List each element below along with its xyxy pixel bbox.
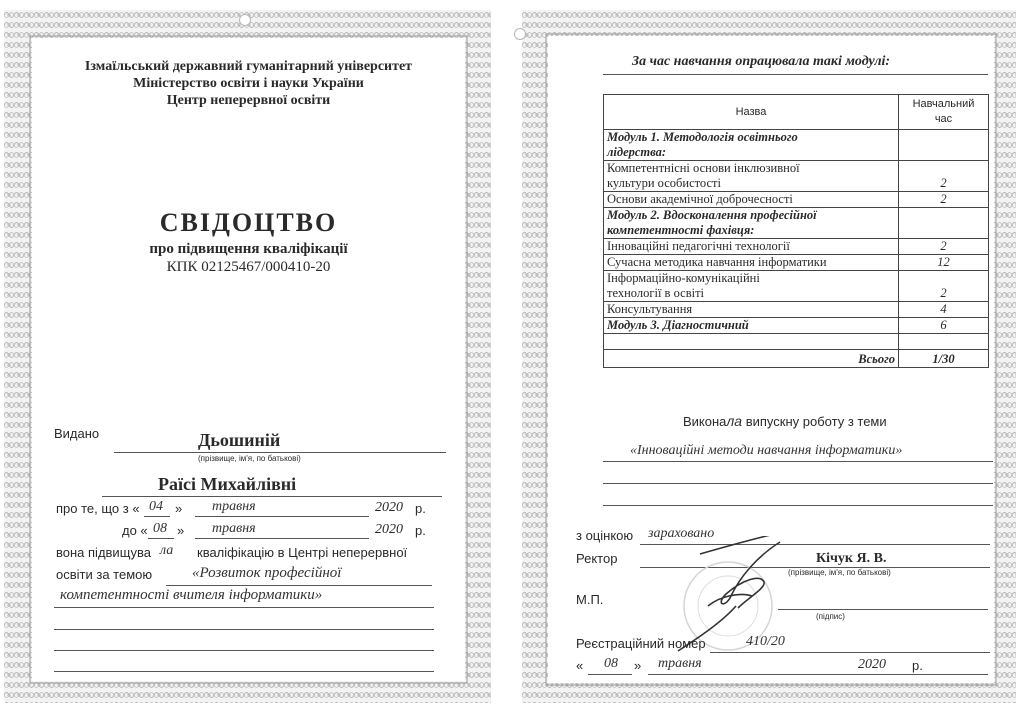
- from-quote-close: »: [175, 501, 183, 516]
- module-name-line-1: Інноваційні педагогічні технології: [607, 239, 790, 253]
- surname-line: [114, 452, 446, 453]
- certificate-code: КПК 02125467/000410-20: [166, 259, 331, 275]
- module-row: [604, 302, 989, 318]
- punch-hole: [514, 28, 526, 40]
- topic-line-1-rule: [166, 585, 432, 586]
- table-header-row: [604, 95, 989, 130]
- to-day: 08: [153, 521, 167, 536]
- given-names-line: [102, 496, 442, 497]
- reg-value: 410/20: [746, 634, 785, 649]
- issued-label: Видано: [54, 426, 100, 441]
- blank-line-1: [54, 629, 434, 630]
- thesis-ending: ла: [726, 413, 743, 429]
- from-month: травня: [212, 499, 256, 514]
- from-day: 04: [149, 499, 163, 514]
- module-row: [604, 334, 989, 350]
- date-open: «: [576, 658, 584, 673]
- to-month-line: [195, 538, 369, 539]
- date-close: »: [634, 658, 642, 673]
- topic-line-2-rule: [54, 607, 434, 608]
- to-year-suffix: р.: [415, 523, 426, 538]
- university-name: Ізмаїльський державний гуманітарний університет: [84, 59, 413, 74]
- date-day-rule: [588, 674, 632, 675]
- col-hours-header-line-2: час: [934, 113, 953, 125]
- to-label: до «: [122, 523, 148, 538]
- module-hours-cell: 2: [899, 192, 989, 208]
- thesis-rule-2: [603, 483, 993, 484]
- date-month: травня: [658, 656, 702, 671]
- module-name-cell: [604, 130, 899, 161]
- module-hours-cell: 6: [899, 318, 989, 334]
- module-row: [604, 239, 989, 255]
- date-suffix: р.: [912, 658, 923, 673]
- thesis-pre: Викона: [683, 414, 727, 429]
- to-year: 2020: [375, 522, 403, 537]
- center-name: Центр неперервної освіти: [166, 93, 331, 108]
- raised-suffix: ла: [160, 543, 174, 558]
- topic-line-2: компетентності вчителя інформатики»: [60, 587, 323, 603]
- module-row: [604, 192, 989, 208]
- blank-line-3: [54, 671, 434, 672]
- module-name-cell: [604, 239, 899, 255]
- rector-name: Кічук Я. В.: [816, 551, 887, 566]
- module-name-line-1: Модуль 2. Вдосконалення професійної: [607, 208, 817, 222]
- rector-label: Ректор: [576, 551, 618, 566]
- sign-hint: (підпис): [816, 612, 845, 621]
- col-hours-header: [899, 95, 989, 130]
- topic-label: освіти за темою: [56, 567, 153, 582]
- module-name-cell: [604, 255, 899, 271]
- to-day-line: [148, 538, 174, 539]
- seal-label: М.П.: [576, 592, 604, 607]
- reg-rule: [710, 652, 990, 653]
- module-name-line-1: Модуль 1. Методологія освітнього: [607, 130, 798, 144]
- from-month-line: [195, 516, 369, 517]
- front-page-content: [32, 38, 465, 681]
- module-row: [604, 271, 989, 302]
- thesis-rule-3: [603, 505, 993, 506]
- module-name-line-1: Модуль 3. Діагностичний: [607, 318, 749, 332]
- from-label: про те, що з «: [56, 501, 140, 516]
- module-name-line-2: культури особистості: [607, 176, 721, 190]
- back-page-content: [548, 36, 994, 683]
- recipient-surname: Дьошиній: [198, 430, 281, 450]
- modules-heading: За час навчання опрацювала такі модулі:: [632, 54, 891, 69]
- module-row: [604, 130, 989, 161]
- thesis-topic: «Інноваційні методи навчання інформатики»: [630, 443, 903, 458]
- module-name-line-1: Інформаційно-комунікаційні: [607, 271, 760, 285]
- date-day: 08: [604, 656, 618, 671]
- module-hours-cell: 2: [899, 271, 989, 302]
- module-row: [604, 208, 989, 239]
- topic-line-1: «Розвиток професійної: [192, 565, 342, 581]
- module-name-line-1: Основи академічної доброчесності: [607, 192, 793, 206]
- recipient-given-names: Раїсі Михайлівні: [158, 474, 297, 494]
- module-name-cell: [604, 318, 899, 334]
- col-hours-header-line-1: Навчальний: [912, 98, 975, 110]
- certificate-back-page: [522, 10, 1016, 703]
- total-row: [604, 350, 989, 368]
- blank-line-2: [54, 650, 434, 651]
- module-name-cell: [604, 192, 899, 208]
- module-hours-cell: 2: [899, 161, 989, 192]
- rector-hint: (прізвище, ім'я, по батькові): [788, 568, 891, 577]
- module-name-line-2: компетентності фахівця:: [607, 223, 755, 237]
- total-label: Всього: [604, 350, 899, 368]
- module-name-cell: [604, 208, 899, 239]
- module-hours-cell: [899, 334, 989, 350]
- grade-label: з оцінкою: [576, 528, 634, 543]
- name-hint: (прізвище, ім'я, по батькові): [198, 454, 301, 463]
- date-month-rule: [648, 674, 988, 675]
- col-name-header: Назва: [604, 95, 899, 130]
- punch-hole: [239, 14, 251, 26]
- to-month: травня: [212, 521, 256, 536]
- module-hours-cell: 4: [899, 302, 989, 318]
- module-name-line-1: Консультування: [607, 302, 693, 316]
- date-year: 2020: [858, 657, 886, 672]
- certificate-subtitle: про підвищення кваліфікації: [149, 241, 348, 257]
- heading-rule: [603, 74, 988, 75]
- from-day-line: [144, 516, 170, 517]
- certificate-front-page: [4, 10, 491, 703]
- module-name-cell: [604, 302, 899, 318]
- module-hours-cell: [899, 208, 989, 239]
- to-quote-close: »: [177, 523, 185, 538]
- ministry-name: Міністерство освіти і науки України: [133, 76, 364, 91]
- thesis-text: [683, 413, 887, 429]
- raised-rest: кваліфікацію в Центрі неперервної: [197, 545, 408, 560]
- thesis-post: випускну роботу з теми: [745, 414, 887, 429]
- module-row: [604, 318, 989, 334]
- from-year-suffix: р.: [415, 501, 426, 516]
- grade-value: зараховано: [648, 526, 715, 541]
- module-name-line-1: Сучасна методика навчання інформатики: [607, 255, 827, 269]
- modules-table: [603, 94, 989, 368]
- thesis-rule-1: [603, 461, 993, 462]
- module-name-cell: [604, 161, 899, 192]
- from-year: 2020: [375, 500, 403, 515]
- module-name-line-2: технології в освіті: [607, 286, 705, 300]
- module-hours-cell: 12: [899, 255, 989, 271]
- module-name-line-1: Компетентнісні основи інклюзивної: [607, 161, 800, 175]
- total-value: 1/30: [899, 350, 989, 368]
- signature-rule: [778, 609, 988, 610]
- module-name-line-2: лідерства:: [607, 145, 667, 159]
- reg-label: Реєстраційний номер: [576, 636, 706, 651]
- raised-prefix: вона підвищува: [56, 545, 152, 560]
- module-row: [604, 255, 989, 271]
- certificate-title: СВІДОЦТВО: [159, 208, 338, 237]
- module-row: [604, 161, 989, 192]
- module-name-cell: [604, 271, 899, 302]
- module-hours-cell: [899, 130, 989, 161]
- module-name-cell: [604, 334, 899, 350]
- module-hours-cell: 2: [899, 239, 989, 255]
